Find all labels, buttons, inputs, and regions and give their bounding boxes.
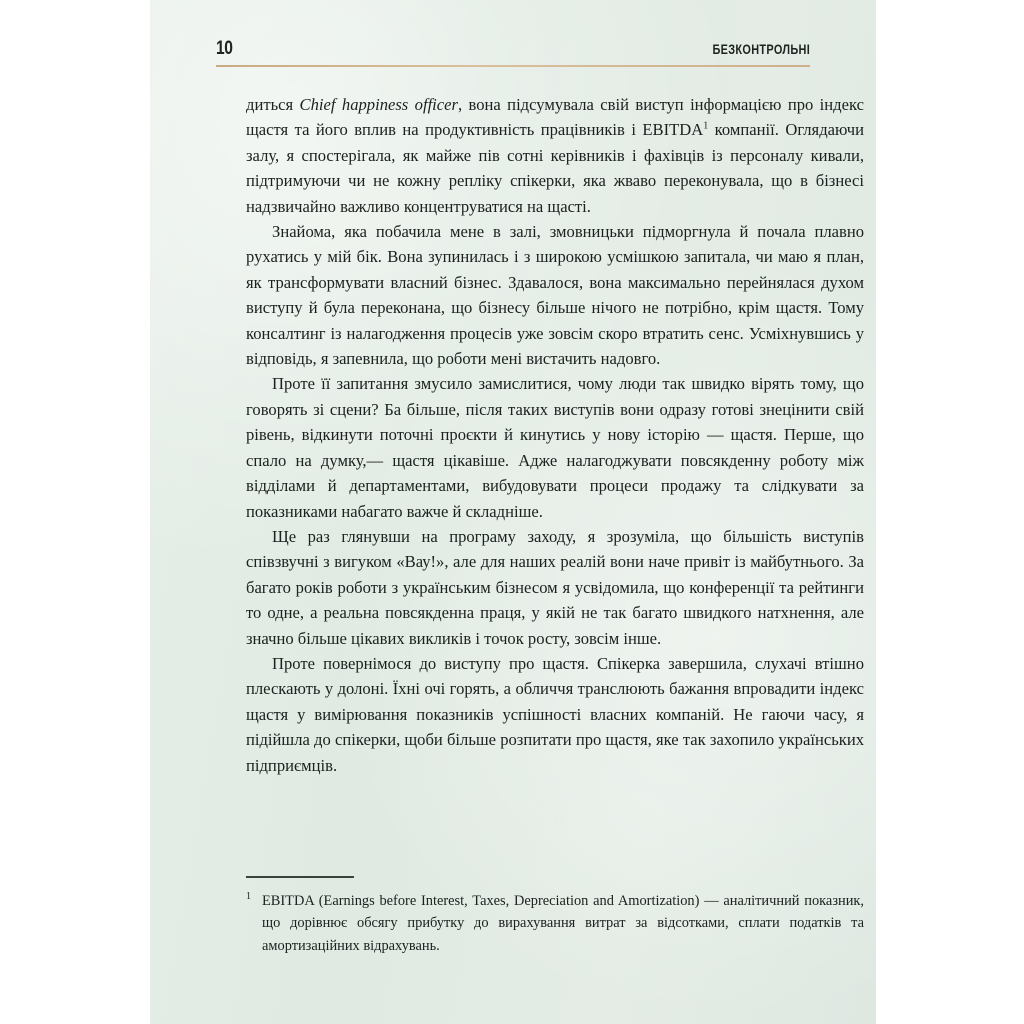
book-page — [150, 0, 876, 1024]
running-head — [216, 38, 810, 70]
paragraph — [246, 524, 864, 651]
paragraph — [246, 371, 864, 523]
footnote-separator-rule — [246, 876, 354, 878]
paragraph — [246, 92, 864, 219]
footnote-text: EBITDA (Earnings before Interest, Taxes, Depreciation and Amortization) — аналітичний показник, що дорівнює обсягу прибутку до вирахування витрат за відсотками, сплати податків та амортизаційних відрахувань. — [262, 892, 864, 954]
paragraph — [246, 219, 864, 371]
footnote-area — [246, 876, 864, 957]
running-title: БЕЗКОНТРОЛЬНІ — [712, 41, 810, 57]
footnote-reference: 1 — [703, 120, 709, 132]
paragraph — [246, 651, 864, 778]
page-number: 10 — [216, 38, 233, 59]
footnote-row — [246, 890, 864, 958]
header-rule — [216, 65, 810, 67]
text-run: , вона підсумувала свій виступ інформацією про індекс щастя та його вплив на продуктивність працівників і EBITDA — [246, 95, 864, 140]
text-run: компанії. Оглядаючи залу, я спостерігала, як майже пів сотні керівників і фахівців із персоналу кивали, підтримуючи чи не кожну репліку спікерки, яка жваво переконувала, що в бізнесі надзвичайно важливо концентруватися на щасті. — [246, 120, 864, 216]
text-run: Ще раз глянувши на програму заходу, я зрозуміла, що більшість виступів співзвучні з вигуком «Вау!», але для наших реалій вони наче привіт із майбутнього. За багато років роботи з українським бізнесом я усвідомила, що конференції та рейтинги то одне, а реальна повсякденна праця, у якій не так багато швидкого натхнення, але значно більше цікавих викликів і точок росту, зовсім інше. — [246, 526, 864, 648]
footnote-marker: 1 — [246, 890, 251, 902]
body-text — [246, 92, 864, 778]
text-run: Проте повернімося до виступу про щастя. Спікерка завершила, слухачі втішно плескають у долоні. Їхні очі горять, а обличчя транслюють бажання впровадити індекс щастя у вимірювання показників успішності власних компаній. Не гаючи часу, я підійшла до спікерки, щоби більше розпитати про щастя, яке так захопило українських підприємців. — [246, 653, 864, 775]
text-run: Знайома, яка побачила мене в залі, змовницьки підморгнула й почала плавно рухатись у мій бік. Вона зупинилась і з широкою усмішкою запитала, чи маю я план, як трансформувати власний бізнес. Здавалося, вона максимально перейнялася духом виступу й була переконана, що бізнесу більше нічого не потрібно, крім щастя. Тому консалтинг із налагодження процесів уже зовсім скоро втратить сенс. Усміхнувшись у відповідь, я запевнила, що роботи мені вистачить надовго. — [246, 222, 864, 369]
italic-phrase: Chief happiness officer — [299, 95, 458, 114]
text-run: диться — [246, 95, 300, 114]
text-run: Проте її запитання змусило замислитися, чому люди так швидко вірять тому, що говорять зі сцени? Ба більше, після таких виступів вони одразу готові знецінити свій рівень, відкинути поточні проєкти й кинутись у нову історію — щастя. Перше, що спало на думку,— щастя цікавіше. Адже налагоджувати повсякденну роботу між відділами й департаментами, вибудовувати процеси продажу та слідкувати за показниками набагато важче й складніше. — [246, 374, 864, 521]
